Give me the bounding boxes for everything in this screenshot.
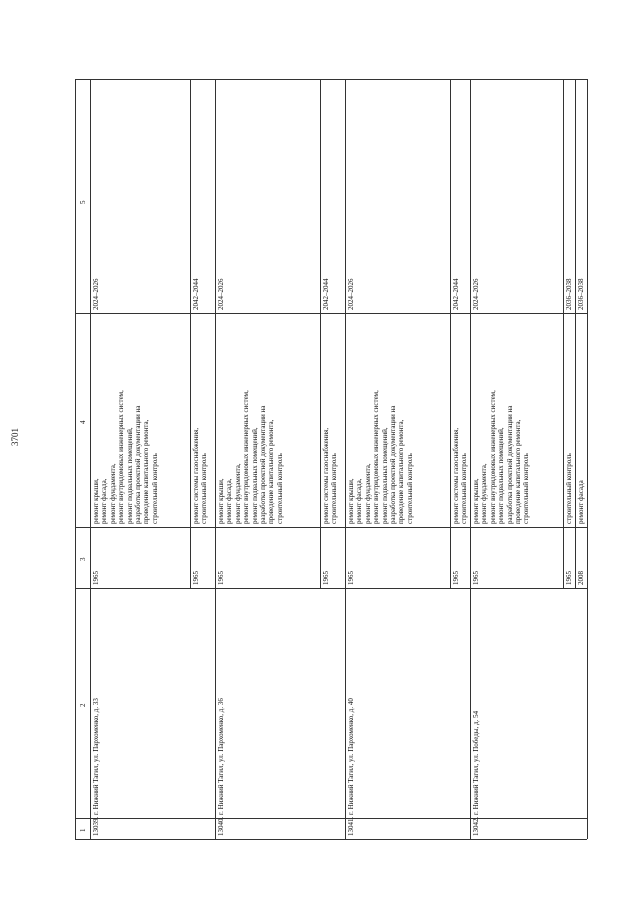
table-border-bottom bbox=[75, 839, 587, 840]
header-row-separator bbox=[90, 79, 91, 839]
col-separator-1 bbox=[75, 818, 587, 819]
cell-period: 2024–2026 bbox=[217, 278, 225, 310]
cell-period: 2042–2044 bbox=[322, 278, 330, 310]
cell-year: 1965 bbox=[217, 571, 225, 585]
table-border-right bbox=[587, 79, 588, 839]
row-separator-group bbox=[470, 79, 471, 839]
cell-address: г. Нижний Тагил, ул. Пархоменко, д. 40 bbox=[347, 698, 355, 815]
row-separator-sub bbox=[575, 79, 576, 588]
cell-year: 1965 bbox=[452, 571, 460, 585]
cell-address: г. Нижний Тагил, ул. Пархоменко, д. 36 bbox=[217, 698, 225, 815]
row-separator-sub bbox=[450, 79, 451, 588]
header-cell-1: 1 bbox=[79, 828, 87, 832]
cell-period: 2042–2044 bbox=[452, 278, 460, 310]
cell-year: 1965 bbox=[565, 571, 573, 585]
cell-works: ремонт крыши, ремонт фасада, ремонт фундамента, ремонт внутридомовых инженерных систем, ремонт подвальных помещений, разработка проектной документации на проведение капитального ремонта, строительный контроль bbox=[217, 390, 284, 524]
cell-works: ремонт системы газоснабжения, строительный контроль bbox=[452, 427, 469, 524]
col-separator-2 bbox=[75, 588, 587, 589]
cell-period: 2024–2026 bbox=[92, 278, 100, 310]
cell-works: ремонт крыши, ремонт фасада, ремонт фундамента, ремонт внутридомовых инженерных систем, ремонт подвальных помещений, разработка проектной документации на проведение капитального ремонта, строительный контроль bbox=[92, 390, 159, 524]
cell-year: 1965 bbox=[192, 571, 200, 585]
table-border-left bbox=[75, 79, 76, 839]
cell-year: 2008 bbox=[577, 571, 585, 585]
cell-num: 13041. bbox=[347, 816, 355, 836]
cell-year: 1965 bbox=[322, 571, 330, 585]
cell-period: 2024–2026 bbox=[472, 278, 480, 310]
row-separator-group bbox=[345, 79, 346, 839]
cell-works: ремонт фасада bbox=[577, 480, 585, 524]
cell-period: 2024–2026 bbox=[347, 278, 355, 310]
table-border-top bbox=[75, 79, 587, 80]
cell-year: 1965 bbox=[347, 571, 355, 585]
page-number-text: 3701 bbox=[10, 428, 20, 446]
cell-works: ремонт системы газоснабжения, строительный контроль bbox=[322, 427, 339, 524]
cell-num: 13039. bbox=[92, 816, 100, 836]
header-cell-3: 3 bbox=[79, 557, 87, 561]
cell-period: 2042–2044 bbox=[192, 278, 200, 310]
cell-num: 13042. bbox=[472, 816, 480, 836]
cell-address: г. Нижний Тагил, ул. Пархоменко, д. 33 bbox=[92, 698, 100, 815]
cell-period: 2036–2038 bbox=[577, 278, 585, 310]
cell-address: г. Нижний Тагил, ул. Победы, д. 54 bbox=[472, 710, 480, 815]
cell-works: строительный контроль bbox=[565, 453, 573, 524]
cell-works: ремонт системы газоснабжения, строительный контроль bbox=[192, 427, 209, 524]
cell-period: 2036–2038 bbox=[565, 278, 573, 310]
header-cell-2: 2 bbox=[79, 703, 87, 707]
row-separator-group bbox=[215, 79, 216, 839]
header-cell-5: 5 bbox=[79, 200, 87, 204]
cell-works: ремонт крыши, ремонт фасада, ремонт фундамента, ремонт внутридомовых инженерных систем, ремонт подвальных помещений, разработка проектной документации на проведение капитального ремонта, строительный контроль bbox=[347, 390, 414, 524]
cell-year: 1965 bbox=[92, 571, 100, 585]
cell-year: 1965 bbox=[472, 571, 480, 585]
cell-num: 13040. bbox=[217, 816, 225, 836]
row-separator-sub bbox=[190, 79, 191, 588]
row-separator-sub bbox=[320, 79, 321, 588]
header-cell-4: 4 bbox=[79, 420, 87, 424]
col-separator-3 bbox=[75, 527, 587, 528]
cell-works: ремонт крыши, ремонт фундамента, ремонт внутридомовых инженерных систем, ремонт подвальных помещений, разработка проектной документации на проведение капитального ремонта, строительный контроль bbox=[472, 390, 531, 524]
row-separator-sub bbox=[563, 79, 564, 588]
col-separator-4 bbox=[75, 313, 587, 314]
